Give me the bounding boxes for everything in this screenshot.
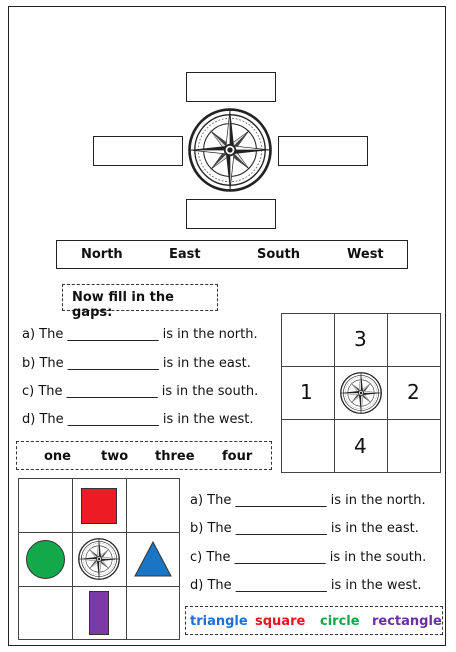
fill-instruction-box: [62, 284, 218, 320]
s1-sentence-d: d) The ______________ is in the west.: [22, 412, 254, 427]
east-answer-box[interactable]: [278, 136, 368, 166]
purple-rectangle-shape: [89, 591, 109, 635]
s1-word-two: two: [101, 449, 129, 464]
s1-word-one: one: [44, 449, 72, 464]
s2-sentence-b: b) The ______________ is in the east.: [190, 521, 419, 536]
s1-number-grid: [281, 313, 441, 473]
grid-number-south: 4: [354, 434, 367, 458]
s1-sentence-c: c) The ______________ is in the south.: [22, 384, 259, 399]
direction-south: South: [257, 247, 301, 262]
s1-sentence-b: b) The ______________ is in the east.: [22, 356, 251, 371]
grid-number-west: 1: [300, 380, 313, 404]
s2-word-rectangle: rectangle: [372, 614, 442, 629]
s2-word-bank: [185, 606, 443, 635]
s1-word-three: three: [155, 449, 195, 464]
compass-rose-icon: [186, 106, 274, 194]
s2-word-circle: circle: [320, 614, 360, 629]
direction-east: East: [169, 247, 201, 262]
green-circle-shape: [26, 540, 65, 579]
direction-word-bank: [56, 240, 408, 269]
s2-sentence-c: c) The ______________ is in the south.: [190, 550, 427, 565]
s2-shape-grid: [18, 478, 180, 640]
fill-instruction: Now fill in the gaps:: [72, 290, 174, 320]
red-square-shape: [81, 488, 117, 524]
direction-north: North: [81, 247, 123, 262]
s1-word-four: four: [222, 449, 253, 464]
grid-number-east: 2: [407, 380, 420, 404]
s2-sentence-d: d) The ______________ is in the west.: [190, 578, 422, 593]
blue-triangle-shape: [133, 540, 173, 578]
s2-word-triangle: triangle: [190, 614, 248, 629]
grid-compass-icon: [339, 371, 383, 415]
s2-sentence-a: a) The ______________ is in the north.: [190, 493, 426, 508]
direction-west: West: [347, 247, 384, 262]
west-answer-box[interactable]: [93, 136, 183, 166]
s1-sentence-a: a) The ______________ is in the north.: [22, 327, 258, 342]
south-answer-box[interactable]: [186, 199, 276, 229]
s1-word-bank: [16, 441, 272, 470]
s2-word-square: square: [255, 614, 306, 629]
grid-number-north: 3: [354, 327, 367, 351]
north-answer-box[interactable]: [186, 72, 276, 102]
shape-grid-compass-icon: [77, 537, 121, 581]
